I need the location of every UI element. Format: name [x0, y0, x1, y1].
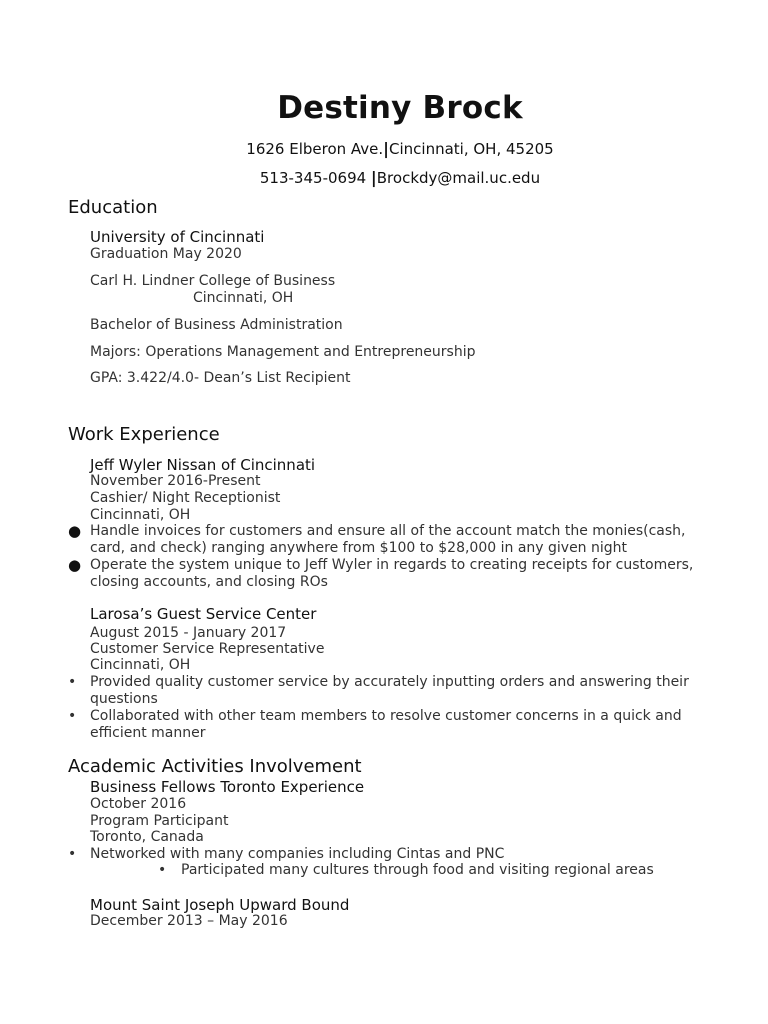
activity-sub-bullet: Participated many cultures through food and visiting regional areas — [181, 862, 654, 878]
job-dates: November 2016-Present — [90, 473, 261, 489]
bullet-icon: • — [68, 708, 77, 724]
separator: | — [370, 168, 377, 187]
job-bullet: Collaborated with other team members to resolve customer concerns in a quick and efficient manner — [90, 708, 682, 741]
graduation-date: Graduation May 2020 — [90, 246, 242, 262]
job-bullet: Handle invoices for customers and ensure all of the account match the monies(cash, card, and check) ranging anywhere from $100 to $28,000 in any given night — [90, 523, 686, 556]
separator: | — [383, 139, 390, 158]
activity-role: Program Participant — [90, 813, 229, 829]
bullet-icon: • — [68, 674, 77, 690]
activity-name: Mount Saint Joseph Upward Bound — [90, 896, 350, 914]
degree: Bachelor of Business Administration — [90, 317, 343, 333]
activity-dates: December 2013 – May 2016 — [90, 913, 288, 929]
job-bullet: Provided quality customer service by accurately inputting orders and answering their questions — [90, 674, 689, 707]
school-name: University of Cincinnati — [90, 228, 265, 246]
activity-name: Business Fellows Toronto Experience — [90, 778, 365, 796]
bullet-icon: ● — [68, 556, 82, 574]
job-location: Cincinnati, OH — [90, 507, 191, 523]
street-address: 1626 Elberon Ave. — [246, 140, 384, 158]
email-address: Brockdy@mail.uc.edu — [376, 169, 541, 187]
activity-location: Toronto, Canada — [90, 829, 204, 845]
job-dates: August 2015 - January 2017 — [90, 625, 287, 641]
activities-heading: Academic Activities Involvement — [68, 756, 362, 777]
bullet-icon: • — [68, 846, 77, 862]
college-location: Cincinnati, OH — [193, 290, 294, 306]
activity-dates: October 2016 — [90, 796, 187, 812]
city-state-zip: Cincinnati, OH, 45205 — [389, 140, 554, 158]
work-heading: Work Experience — [68, 424, 220, 445]
majors: Majors: Operations Management and Entrepreneurship — [90, 344, 476, 360]
gpa: GPA: 3.422/4.0- Dean’s List Recipient — [90, 370, 351, 386]
phone-number: 513-345-0694 — [259, 169, 371, 187]
college-name: Carl H. Lindner College of Business — [90, 273, 336, 289]
job-location: Cincinnati, OH — [90, 657, 191, 673]
address-line — [0, 139, 768, 158]
education-heading: Education — [68, 197, 158, 218]
bullet-icon: ● — [68, 522, 82, 540]
bullet-icon: • — [158, 862, 167, 878]
applicant-name: Destiny Brock — [277, 90, 523, 126]
job-title: Cashier/ Night Receptionist — [90, 490, 281, 506]
employer-name: Jeff Wyler Nissan of Cincinnati — [90, 456, 316, 474]
contact-line — [0, 168, 768, 187]
activity-bullet: Networked with many companies including Cintas and PNC — [90, 846, 505, 862]
employer-name: Larosa’s Guest Service Center — [90, 605, 317, 623]
job-title: Customer Service Representative — [90, 641, 325, 657]
job-bullet: Operate the system unique to Jeff Wyler in regards to creating receipts for customers, closing accounts, and closing ROs — [90, 557, 694, 590]
